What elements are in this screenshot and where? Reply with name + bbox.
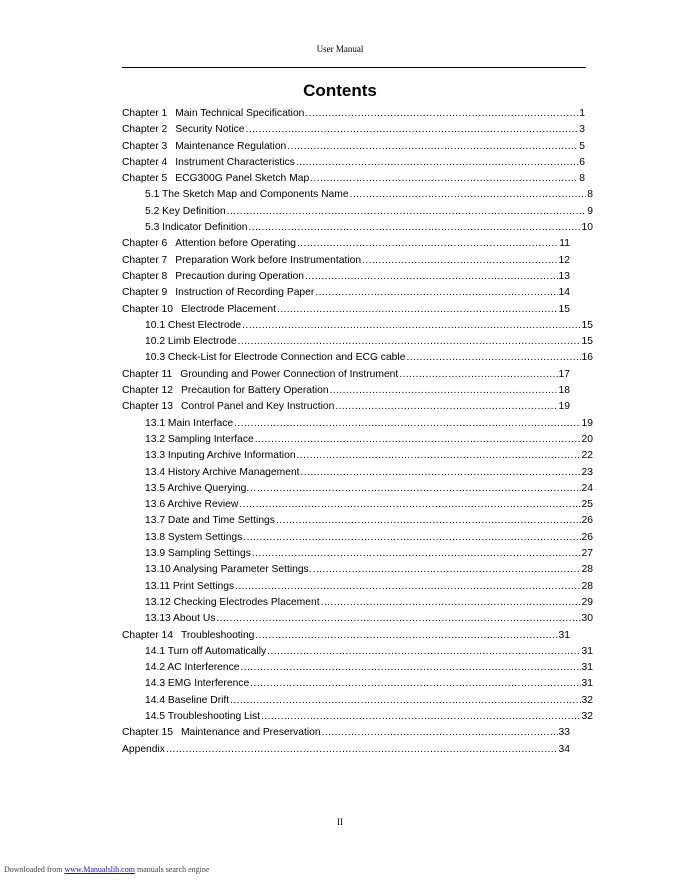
toc-chapter-number: Chapter 14 xyxy=(122,629,173,641)
toc-entry-label xyxy=(122,157,295,168)
toc-entry[interactable] xyxy=(122,141,585,157)
toc-chapter-number: Chapter 15 xyxy=(122,727,173,739)
toc-page-number: 14 xyxy=(558,287,570,299)
toc-chapter-number: Chapter 11 xyxy=(122,368,173,380)
toc-entry-title: 13.2 Sampling Interface xyxy=(145,433,254,445)
toc-entry[interactable] xyxy=(122,271,570,287)
toc-page-number: 17 xyxy=(558,368,570,380)
dot-leader xyxy=(243,532,580,543)
toc-entry-title: Attention before Operating xyxy=(175,238,297,250)
dot-leader xyxy=(296,157,578,168)
toc-entry[interactable] xyxy=(122,157,585,173)
toc-entry-label xyxy=(122,141,286,152)
toc-chapter-number: Chapter 2 xyxy=(122,124,168,136)
toc-page-number: 8 xyxy=(579,173,585,185)
toc-entry-label xyxy=(145,206,226,217)
toc-subentry[interactable] xyxy=(122,597,593,613)
toc-page-number: 3 xyxy=(579,124,585,136)
toc-page-number: 33 xyxy=(558,727,570,739)
toc-page-number: 8 xyxy=(587,189,593,201)
dot-leader xyxy=(301,467,581,478)
toc-entry-title: Instrument Characteristics xyxy=(175,156,295,168)
toc-page-number: 16 xyxy=(581,352,593,364)
dot-leader xyxy=(297,450,581,461)
toc-entry-title: 10.3 Check-List for Electrode Connection and ECG cable xyxy=(145,352,406,364)
toc-entry-label xyxy=(145,711,260,722)
dot-leader xyxy=(315,287,557,298)
toc-page-number: 31 xyxy=(581,645,593,657)
toc-subentry[interactable] xyxy=(122,662,593,678)
toc-entry-label xyxy=(122,744,165,755)
toc-page-number: 27 xyxy=(581,548,593,560)
toc-page-number: 29 xyxy=(581,596,593,608)
dot-leader xyxy=(216,613,580,624)
toc-subentry[interactable] xyxy=(122,499,593,515)
dot-leader xyxy=(250,678,580,689)
toc-page-number: 6 xyxy=(579,156,585,168)
toc-entry-label xyxy=(145,467,300,478)
toc-entry[interactable] xyxy=(122,385,570,401)
toc-entry[interactable] xyxy=(122,255,570,271)
toc-entry-title: 5.3 Indicator Definition xyxy=(145,222,248,234)
toc-subentry[interactable] xyxy=(122,483,593,499)
footer-suffix: manuals search engine xyxy=(137,865,210,874)
dot-leader xyxy=(261,711,580,722)
toc-page-number: 34 xyxy=(558,743,570,755)
toc-subentry[interactable] xyxy=(122,450,593,466)
toc-entry-title: 13.8 System Settings xyxy=(145,531,243,543)
toc-entry-label xyxy=(122,124,244,135)
toc-subentry[interactable] xyxy=(122,467,593,483)
toc-entry-label xyxy=(122,401,334,412)
toc-page-number: 26 xyxy=(581,531,593,543)
running-header: User Manual xyxy=(316,44,364,54)
toc-entry-title: 13.12 Checking Electrodes Placement xyxy=(145,596,320,608)
dot-leader xyxy=(238,336,581,347)
dot-leader xyxy=(399,369,557,380)
toc-entry-title: Main Technical Specification xyxy=(175,108,305,119)
toc-entry-label xyxy=(145,189,349,200)
toc-entry-label xyxy=(122,385,329,396)
toc-page-number: 18 xyxy=(558,385,570,397)
toc-entry-label xyxy=(145,336,237,347)
dot-leader xyxy=(239,499,580,510)
toc-chapter-number: Chapter 13 xyxy=(122,401,173,413)
toc-entry-label xyxy=(122,630,254,641)
dot-leader xyxy=(242,320,580,331)
toc-subentry[interactable] xyxy=(122,352,593,368)
toc-entry-title: Preparation Work before Instrumentation xyxy=(175,254,362,266)
toc-page-number: 31 xyxy=(581,678,593,690)
toc-page-number: 31 xyxy=(581,662,593,674)
toc-entry-label xyxy=(122,727,321,738)
toc-subentry[interactable] xyxy=(122,548,593,564)
dot-leader xyxy=(248,222,580,233)
dot-leader xyxy=(234,418,580,429)
toc-entry-label xyxy=(145,499,238,510)
dot-leader xyxy=(235,581,580,592)
toc-entry-label xyxy=(122,255,361,266)
toc-entry[interactable] xyxy=(122,108,585,124)
toc-entry-title: 13.4 History Archive Management xyxy=(145,466,300,478)
dot-leader xyxy=(245,124,578,135)
toc-entry-title: 10.2 Limb Electrode xyxy=(145,336,237,348)
toc-page-number: 1 xyxy=(579,108,585,119)
toc-entry-title: 14.5 Troubleshooting List xyxy=(145,710,261,722)
page-number: II xyxy=(337,817,343,827)
table-of-contents xyxy=(122,108,593,760)
dot-leader xyxy=(362,255,557,266)
toc-page-number: 23 xyxy=(581,466,593,478)
dot-leader xyxy=(267,646,580,657)
toc-entry[interactable] xyxy=(122,238,570,254)
toc-entry-label xyxy=(145,613,215,624)
dot-leader xyxy=(321,597,581,608)
toc-chapter-number: Chapter 12 xyxy=(122,385,173,397)
toc-entry-label xyxy=(145,532,242,543)
toc-page-number: 25 xyxy=(581,499,593,511)
dot-leader xyxy=(252,548,581,559)
toc-entry-title: 13.6 Archive Review xyxy=(145,499,239,511)
toc-entry-label xyxy=(145,548,251,559)
toc-subentry[interactable] xyxy=(122,418,593,434)
toc-entry-label xyxy=(145,222,247,233)
toc-subentry[interactable] xyxy=(122,581,593,597)
toc-entry-title: 13.11 Print Settings xyxy=(145,580,235,592)
toc-entry-title: 13.9 Sampling Settings xyxy=(145,548,251,560)
toc-entry-title: Troubleshooting xyxy=(180,629,255,641)
toc-chapter-number: Chapter 1 xyxy=(122,108,168,119)
toc-entry-label xyxy=(145,320,241,331)
toc-page-number: 5 xyxy=(579,140,585,152)
dot-leader xyxy=(350,189,587,200)
manualslib-link[interactable]: www.Manualslib.com xyxy=(64,865,136,874)
dot-leader xyxy=(330,385,558,396)
toc-entry-label xyxy=(145,564,312,575)
dot-leader xyxy=(166,744,558,755)
toc-entry-title: 14.1 Turn off Automatically xyxy=(145,645,267,657)
dot-leader xyxy=(310,173,578,184)
toc-page-number: 19 xyxy=(558,401,570,413)
toc-entry[interactable] xyxy=(122,173,585,189)
toc-chapter-number: Chapter 6 xyxy=(122,238,168,250)
toc-subentry[interactable] xyxy=(122,646,593,662)
toc-subentry[interactable] xyxy=(122,336,593,352)
toc-entry-label xyxy=(145,695,229,706)
toc-entry-label xyxy=(122,369,398,380)
toc-page-number: 32 xyxy=(581,710,593,722)
toc-entry-label xyxy=(145,581,234,592)
toc-page-number: 22 xyxy=(581,450,593,462)
toc-entry-title: Grounding and Power Connection of Instrument xyxy=(180,368,399,380)
dot-leader xyxy=(322,727,558,738)
dot-leader xyxy=(227,206,587,217)
dot-leader xyxy=(276,515,581,526)
toc-entry-title: 13.5 Archive Querying. xyxy=(145,482,250,494)
toc-entry[interactable] xyxy=(122,630,570,646)
toc-page-number: 10 xyxy=(581,222,593,234)
toc-entry-title: Maintenance and Preservation xyxy=(180,727,321,739)
toc-entry-label xyxy=(145,597,320,608)
toc-subentry[interactable] xyxy=(122,695,593,711)
toc-entry-label xyxy=(122,238,296,249)
dot-leader xyxy=(240,662,580,673)
dot-leader xyxy=(406,352,580,363)
toc-page-number: 24 xyxy=(581,482,593,494)
toc-entry[interactable] xyxy=(122,369,570,385)
dot-leader xyxy=(255,434,581,445)
toc-entry-title: 10.1 Chest Electrode xyxy=(145,319,242,331)
toc-chapter-number: Chapter 5 xyxy=(122,173,168,185)
toc-chapter-number: Chapter 9 xyxy=(122,287,168,299)
toc-page-number: 26 xyxy=(581,515,593,527)
toc-entry[interactable] xyxy=(122,744,570,760)
dot-leader xyxy=(335,401,557,412)
toc-page-number: 11 xyxy=(559,238,570,250)
toc-entry-label xyxy=(145,678,249,689)
toc-page-number: 9 xyxy=(587,205,593,217)
toc-subentry[interactable] xyxy=(122,189,593,205)
toc-entry-label xyxy=(122,304,276,315)
toc-entry-label xyxy=(145,434,254,445)
toc-subentry[interactable] xyxy=(122,711,593,727)
toc-entry-title: 13.1 Main Interface xyxy=(145,417,234,429)
toc-chapter-number: Chapter 10 xyxy=(122,303,173,315)
toc-chapter-number: Chapter 8 xyxy=(122,270,168,282)
toc-entry-title: 13.10 Analysing Parameter Settings. xyxy=(145,564,312,576)
toc-chapter-number: Chapter 3 xyxy=(122,140,168,152)
toc-entry-label xyxy=(145,418,233,429)
toc-page-number: 15 xyxy=(581,319,593,331)
toc-subentry[interactable] xyxy=(122,434,593,450)
toc-entry-title: 13.7 Date and Time Settings xyxy=(145,515,275,527)
page-title: Contents xyxy=(303,81,377,100)
toc-chapter-number: Chapter 4 xyxy=(122,156,168,168)
toc-entry-label xyxy=(145,450,296,461)
toc-entry-title: Precaution during Operation xyxy=(175,270,305,282)
dot-leader xyxy=(250,483,580,494)
toc-entry-title: Security Notice xyxy=(175,124,245,136)
toc-page-number: 31 xyxy=(558,629,570,641)
toc-subentry[interactable] xyxy=(122,532,593,548)
toc-entry-title: 13.3 Inputing Archive Information xyxy=(145,450,296,462)
dot-leader xyxy=(313,564,581,575)
toc-entry-title: 5.2 Key Definition xyxy=(145,205,226,217)
toc-subentry[interactable] xyxy=(122,222,593,238)
toc-entry-title: Maintenance Regulation xyxy=(175,140,287,152)
toc-entry-label xyxy=(145,483,249,494)
toc-entry-label xyxy=(145,662,239,673)
dot-leader xyxy=(305,108,578,119)
dot-leader xyxy=(230,695,580,706)
toc-entry-title: Appendix xyxy=(122,743,165,755)
toc-entry-label xyxy=(145,646,266,657)
dot-leader xyxy=(287,141,578,152)
toc-entry-title: 14.2 AC Interference xyxy=(145,662,240,674)
toc-page-number: 19 xyxy=(581,417,593,429)
toc-entry[interactable] xyxy=(122,304,570,320)
dot-leader xyxy=(297,238,558,249)
dot-leader xyxy=(277,304,558,315)
toc-page-number: 15 xyxy=(581,336,593,348)
toc-page-number: 15 xyxy=(558,303,570,315)
toc-page-number: 20 xyxy=(581,433,593,445)
download-footer xyxy=(4,865,209,874)
toc-chapter-number: Chapter 7 xyxy=(122,254,168,266)
toc-subentry[interactable] xyxy=(122,320,593,336)
footer-prefix: Downloaded from xyxy=(4,865,63,874)
toc-page-number: 30 xyxy=(581,613,593,625)
toc-subentry[interactable] xyxy=(122,678,593,694)
toc-entry-title: 14.4 Baseline Drift xyxy=(145,694,230,706)
toc-entry-label xyxy=(122,173,309,184)
toc-entry-title: 14.3 EMG Interference xyxy=(145,678,250,690)
toc-entry-title: Precaution for Battery Operation xyxy=(180,385,329,397)
toc-entry-label xyxy=(122,271,304,282)
toc-entry-label xyxy=(122,108,304,119)
toc-page-number: 28 xyxy=(581,580,593,592)
toc-entry-title: Instruction of Recording Paper xyxy=(175,287,315,299)
toc-entry-title: Control Panel and Key Instruction xyxy=(180,401,335,413)
toc-entry[interactable] xyxy=(122,124,585,140)
toc-entry-title: 13.13 About Us xyxy=(145,613,216,625)
toc-subentry[interactable] xyxy=(122,515,593,531)
toc-entry-label xyxy=(145,352,405,363)
toc-entry[interactable] xyxy=(122,401,570,417)
toc-entry[interactable] xyxy=(122,727,570,743)
toc-entry[interactable] xyxy=(122,287,570,303)
dot-leader xyxy=(255,630,557,641)
toc-entry-label xyxy=(122,287,314,298)
toc-subentry[interactable] xyxy=(122,613,593,629)
toc-entry-label xyxy=(145,515,275,526)
toc-page-number: 13 xyxy=(558,270,570,282)
toc-entry-title: ECG300G Panel Sketch Map xyxy=(175,173,310,185)
dot-leader xyxy=(305,271,558,282)
toc-subentry[interactable] xyxy=(122,564,593,580)
toc-page-number: 12 xyxy=(558,254,570,266)
toc-entry-title: 5.1 The Sketch Map and Components Name xyxy=(145,189,349,201)
toc-subentry[interactable] xyxy=(122,206,593,222)
toc-page-number: 32 xyxy=(581,694,593,706)
header-rule xyxy=(122,67,586,68)
toc-entry-title: Electrode Placement xyxy=(180,303,276,315)
toc-page-number: 28 xyxy=(581,564,593,576)
